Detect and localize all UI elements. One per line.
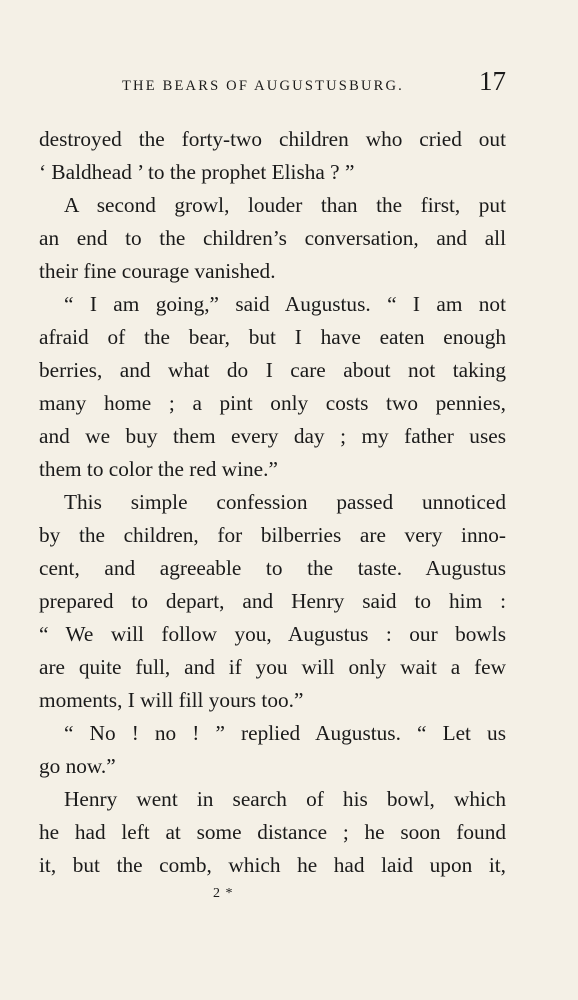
- signature-mark: 2 *: [213, 886, 234, 901]
- text-line: an end to the children’s conversation, and all: [39, 226, 506, 250]
- text-line: by the children, for bilberries are very inno-: [39, 523, 506, 547]
- text-line: A second growl, louder than the first, put: [64, 193, 506, 217]
- text-line: afraid of the bear, but I have eaten enough: [39, 325, 506, 349]
- running-title: THE BEARS OF AUGUSTUSBURG.: [122, 78, 404, 94]
- body-text: [39, 123, 506, 882]
- text-line: prepared to depart, and Henry said to him :: [39, 589, 506, 613]
- text-line: cent, and agreeable to the taste. Augustus: [39, 556, 506, 580]
- text-line: This simple confession passed unnoticed: [64, 490, 506, 514]
- text-line: many home ; a pint only costs two pennies,: [39, 391, 506, 415]
- text-line: he had left at some distance ; he soon found: [39, 820, 506, 844]
- text-line: “ We will follow you, Augustus : our bowls: [39, 622, 506, 646]
- text-line: Henry went in search of his bowl, which: [64, 787, 506, 811]
- page-number: 17: [479, 66, 506, 96]
- text-line: are quite full, and if you will only wait a few: [39, 655, 506, 679]
- text-line: “ No ! no ! ” replied Augustus. “ Let us: [64, 721, 506, 745]
- text-line: moments, I will fill yours too.”: [39, 688, 304, 712]
- text-line: their fine courage vanished.: [39, 259, 276, 283]
- text-line: go now.”: [39, 754, 116, 778]
- text-line: destroyed the forty-two children who cried out: [39, 127, 506, 151]
- text-line: berries, and what do I care about not taking: [39, 358, 506, 382]
- text-line: them to color the red wine.”: [39, 457, 278, 481]
- text-line: it, but the comb, which he had laid upon it,: [39, 853, 506, 877]
- text-line: and we buy them every day ; my father uses: [39, 424, 506, 448]
- text-line: “ I am going,” said Augustus. “ I am not: [64, 292, 506, 316]
- running-head: [40, 66, 506, 102]
- text-line: ‘ Baldhead ’ to the prophet Elisha ? ”: [39, 160, 355, 184]
